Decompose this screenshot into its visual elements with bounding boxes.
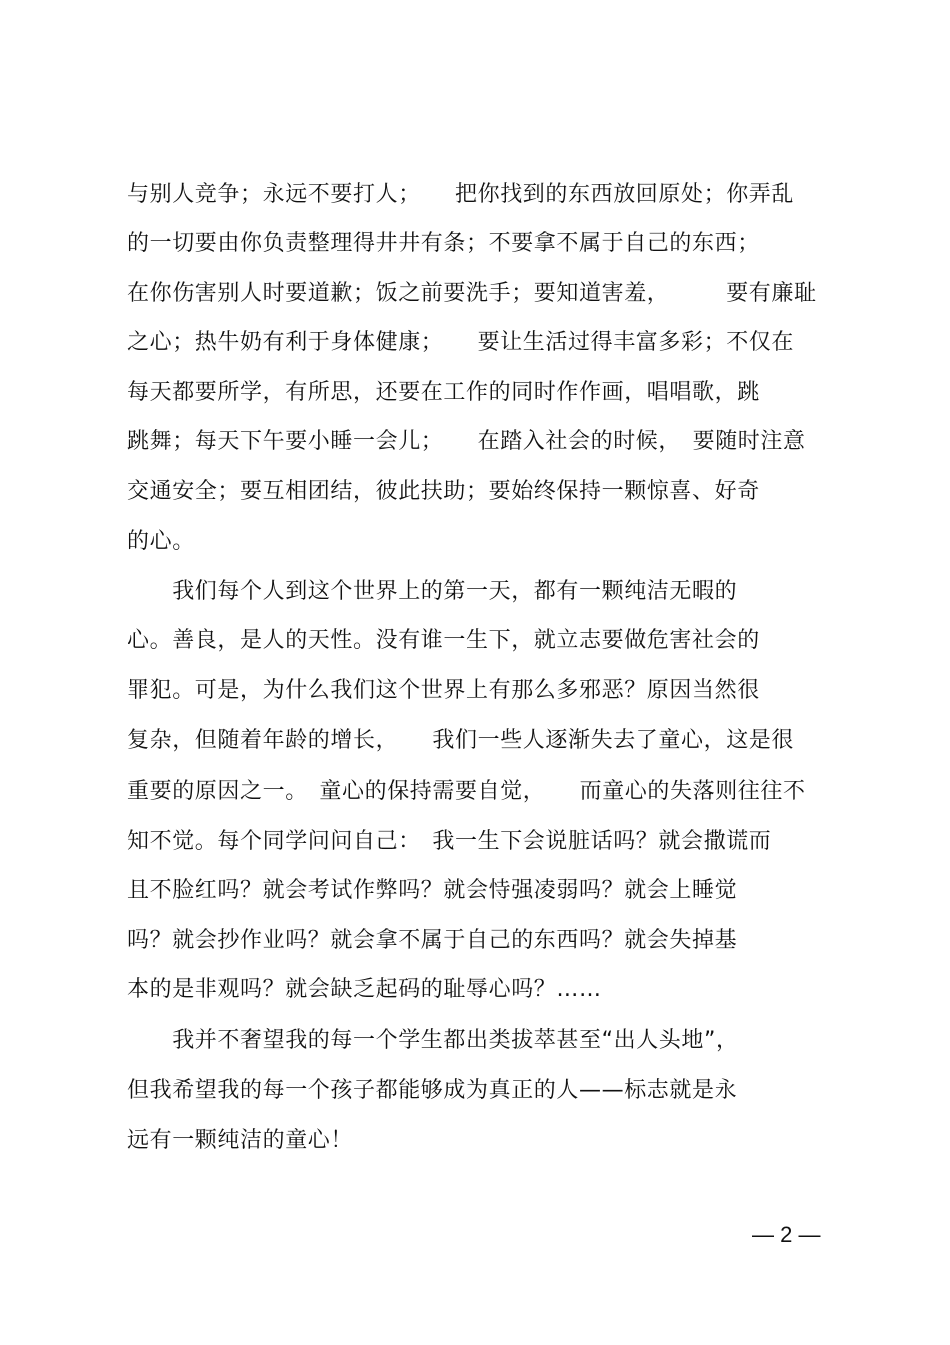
- text-line: 在你伤害别人时要道歉；饭之前要洗手；要知道害羞， 要有廉耻: [127, 281, 817, 306]
- text-line: 复杂，但随着年龄的增长， 我们一些人逐渐失去了童心，这是很: [127, 728, 795, 753]
- text-line: 的心。: [127, 529, 195, 554]
- text-line: 交通安全；要互相团结，彼此扶助；要始终保持一颗惊喜、好奇: [127, 479, 760, 504]
- text-line: 知不觉。每个同学问问自己： 我一生下会说脏话吗？就会撒谎而: [127, 829, 772, 854]
- text-line: 吗？就会抄作业吗？就会拿不属于自己的东西吗？就会失掉基: [127, 928, 738, 953]
- text-line: 但我希望我的每一个孩子都能够成为真正的人——标志就是永: [127, 1078, 738, 1103]
- text-line: 重要的原因之一。 童心的保持需要自觉， 而童心的失落则往往不: [127, 779, 806, 804]
- text-line: 之心；热牛奶有利于身体健康； 要让生活过得丰富多彩；不仅在: [127, 330, 795, 355]
- text-line: 罪犯。可是，为什么我们这个世界上有那么多邪恶？原因当然很: [127, 678, 760, 703]
- text-line: 与别人竞争；永远不要打人； 把你找到的东西放回原处；你弄乱: [127, 182, 795, 207]
- text-line: 远有一颗纯洁的童心！: [127, 1128, 354, 1153]
- text-line: 每天都要所学，有所思，还要在工作的同时作作画，唱唱歌，跳: [127, 380, 760, 405]
- text-line: 我并不奢望我的每一个学生都出类拔萃甚至“出人头地”，: [127, 1028, 739, 1053]
- text-line: 跳舞；每天下午要小睡一会儿； 在踏入社会的时候， 要随时注意: [127, 429, 806, 454]
- page-number: — 2 —: [752, 1222, 821, 1247]
- text-line: 本的是非观吗？就会缺乏起码的耻辱心吗？……: [127, 977, 602, 1002]
- text-line: 且不脸红吗？就会考试作弊吗？就会恃强凌弱吗？就会上睡觉: [127, 878, 738, 903]
- text-line: 的一切要由你负责整理得井井有条；不要拿不属于自己的东西；: [127, 231, 760, 256]
- text-line: 心。善良，是人的天性。没有谁一生下，就立志要做危害社会的: [127, 628, 760, 653]
- text-line: 我们每个人到这个世界上的第一天，都有一颗纯洁无暇的: [127, 579, 738, 604]
